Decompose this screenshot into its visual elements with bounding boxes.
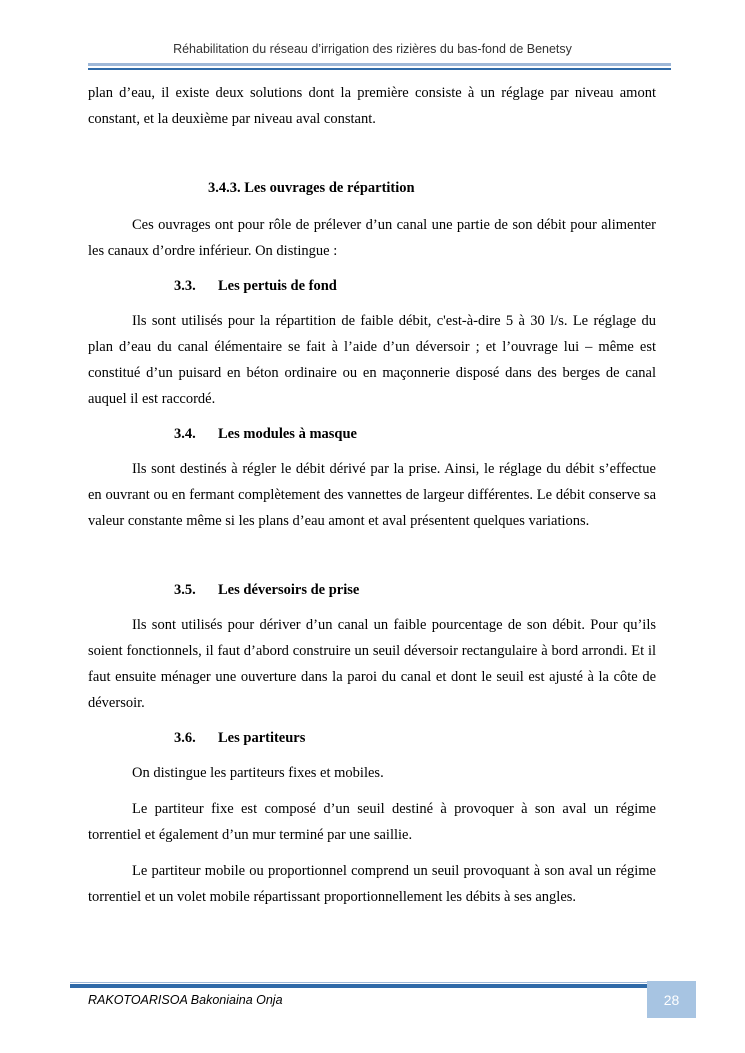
page-content: [88, 80, 656, 910]
spacer: [88, 534, 656, 578]
paragraph-3-5: Ils sont utilisés pour dériver d’un canal un faible pourcentage de son débit. Pour qu’ils soient fonctionnels, il faut d’abord construire un seuil déversoir rectangulaire à bord arrondi. Et il faut ensuite ménager une ouverture dans la paroi du canal et dont le seuil est ajusté à la côte de déversoir.: [88, 617, 656, 711]
header-rule-dark: [88, 68, 671, 70]
spacer: [88, 200, 656, 212]
heading-3-5: [88, 578, 656, 602]
spacer: [88, 786, 656, 796]
page-number-box: [647, 981, 696, 1018]
running-header: Réhabilitation du réseau d’irrigation des rizières du bas-fond de Benetsy: [173, 42, 572, 56]
heading-number: 3.6.: [174, 730, 196, 746]
heading-title: Les partiteurs: [218, 730, 306, 746]
heading-3-4: [88, 422, 656, 446]
spacer: [88, 298, 656, 308]
spacer: [88, 132, 656, 176]
footer-rule-dark: [70, 984, 647, 988]
spacer: [88, 412, 656, 422]
spacer: [88, 446, 656, 456]
heading-number: 3.3.: [174, 278, 196, 294]
paragraph-3-6-c: Le partiteur mobile ou proportionnel comprend un seuil provoquant à son aval un régime torrentiel et un volet mobile répartissant proportionnellement les débits à ses angles.: [88, 863, 656, 905]
footer-author: RAKOTOARISOA Bakoniaina Onja: [88, 993, 283, 1007]
paragraph-3-6-b: Le partiteur fixe est composé d’un seuil destiné à provoquer à son aval un régime torrentiel et également d’un mur terminé par une saillie.: [88, 801, 656, 843]
heading-title: Les modules à masque: [218, 426, 357, 442]
heading-title: Les déversoirs de prise: [218, 582, 360, 598]
paragraph-3-4-3: Ces ouvrages ont pour rôle de prélever d’un canal une partie de son débit pour alimenter les canaux d’ordre inférieur. On distingue :: [88, 217, 656, 259]
heading-3-6: [88, 726, 656, 750]
intro-paragraph: plan d’eau, il existe deux solutions dont la première consiste à un réglage par niveau amont constant, et la deuxième par niveau aval constant.: [88, 85, 656, 127]
heading-3-4-3: 3.4.3. Les ouvrages de répartition: [208, 180, 415, 196]
spacer: [88, 848, 656, 858]
spacer: [88, 750, 656, 760]
spacer: [88, 264, 656, 274]
header-rule-light: [88, 63, 671, 66]
spacer: [88, 602, 656, 612]
heading-number: 3.5.: [174, 582, 196, 598]
footer-rule-light: [70, 982, 647, 983]
heading-number: 3.4.: [174, 426, 196, 442]
heading-3-3: [88, 274, 656, 298]
paragraph-3-6-a: On distingue les partiteurs fixes et mobiles.: [132, 765, 384, 781]
heading-title: Les pertuis de fond: [218, 278, 337, 294]
page-number: 28: [663, 991, 680, 1008]
paragraph-3-3: Ils sont utilisés pour la répartition de faible débit, c'est-à-dire 5 à 30 l/s. Le réglage du plan d’eau du canal élémentaire se fait à l’aide d’un déversoir ; et l’ouvrage lui – même est constitué d’un puisard en béton ordinaire ou en maçonnerie disposé dans des berges de canal auquel il est raccordé.: [88, 313, 656, 407]
spacer: [88, 716, 656, 726]
paragraph-3-4: Ils sont destinés à régler le débit dérivé par la prise. Ainsi, le réglage du débit s’effectue en ouvrant ou en fermant complètement des vannettes de largeur différentes. Le débit conserve sa valeur constante même si les plans d’eau amont et aval présentent quelques variations.: [88, 461, 656, 529]
